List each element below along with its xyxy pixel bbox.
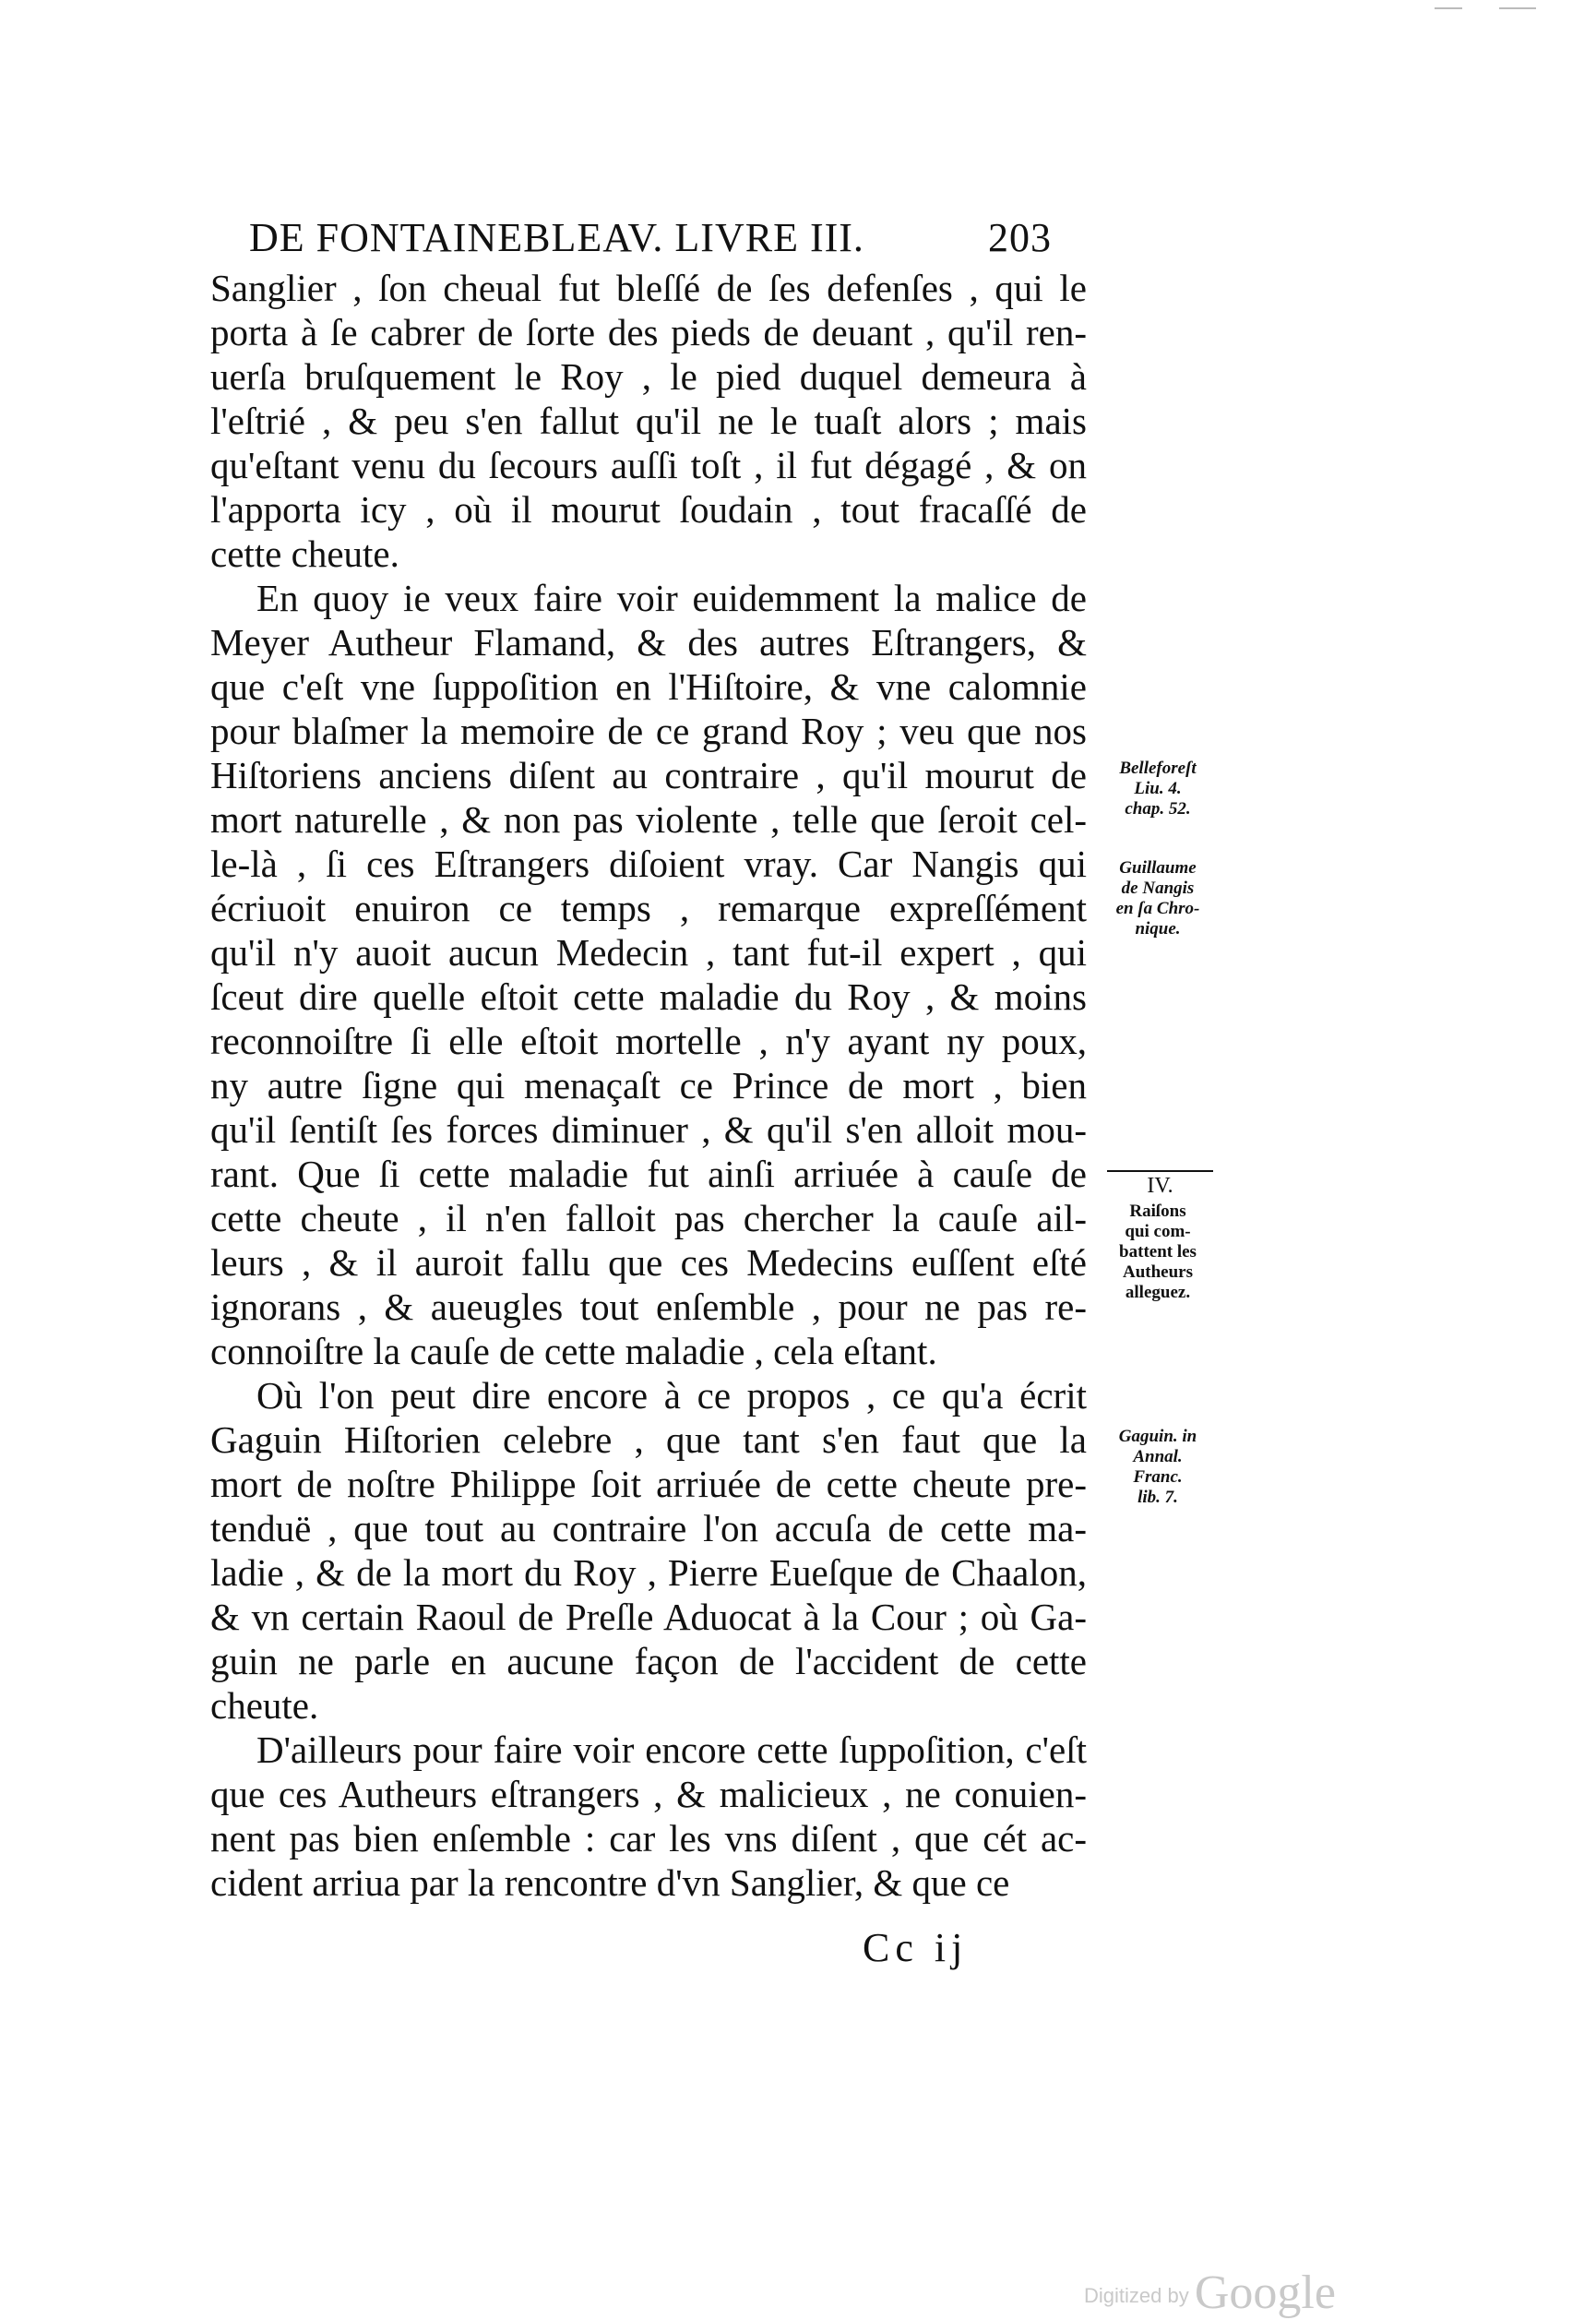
- sidenote-line: nique.: [1135, 919, 1181, 939]
- section-number: IV.: [1107, 1170, 1213, 1199]
- text-line: guin ne parle en aucune façon de l'accident de cette: [210, 1640, 1087, 1682]
- text-line: Hiſtoriens anciens diſent au contraire , qu'il mourut de: [210, 754, 1087, 796]
- sidenote-line: battent les: [1119, 1242, 1197, 1262]
- digitized-watermark: [1084, 2266, 1336, 2320]
- text-line: Où l'on peut dire encore à ce propos , ce qu'a écrit: [256, 1374, 1087, 1417]
- text-line: Gaguin Hiſtorien celebre , que tant s'en faut que la: [210, 1418, 1087, 1461]
- sidenote-gaguin: [1102, 1427, 1213, 1508]
- scan-artifact-line: [1499, 7, 1536, 9]
- text-line: cette cheute , il n'en falloit pas chercher la cauſe ail-: [210, 1197, 1087, 1239]
- text-line: ladie , & de la mort du Roy , Pierre Eueſque de Chaalon,: [210, 1551, 1087, 1594]
- text-line: tenduë , que tout au contraire l'on accuſa de cette ma-: [210, 1507, 1087, 1549]
- text-line: Sanglier , ſon cheual fut bleſſé de ſes defenſes , qui le: [210, 267, 1087, 309]
- sidenote-line: alleguez.: [1125, 1283, 1191, 1302]
- sidenote-line: de Nangis: [1121, 879, 1195, 898]
- text-line: l'apporta icy , où il mourut ſoudain , tout fracaſſé de: [210, 488, 1087, 531]
- text-line: mort naturelle , & non pas violente , telle que ſeroit cel-: [210, 798, 1087, 841]
- text-line: porta à ſe cabrer de ſorte des pieds de deuant , qu'il ren-: [210, 311, 1087, 353]
- text-line: écriuoit enuiron ce temps , remarque expreſſément: [210, 887, 1087, 929]
- sidenote-line: qui com-: [1125, 1222, 1191, 1241]
- sidenote-line: Autheurs: [1122, 1262, 1193, 1282]
- text-line: connoiſtre la cauſe de cette maladie , cela eſtant.: [210, 1330, 937, 1372]
- sidenote-line: Franc.: [1133, 1467, 1183, 1487]
- text-line: En quoy ie veux faire voir euidemment la malice de: [256, 577, 1087, 619]
- watermark-prefix: Digitized by: [1084, 2284, 1189, 2307]
- sidenote-line: Gaguin. in: [1118, 1427, 1197, 1446]
- text-line: pour blaſmer la memoire de ce grand Roy ; veu que nos: [210, 710, 1087, 752]
- sidenote-raisons: [1102, 1202, 1213, 1303]
- text-line: que c'eſt vne ſuppoſition en l'Hiſtoire, & vne calomnie: [210, 665, 1087, 708]
- text-line: que ces Autheurs eſtrangers , & malicieux , ne conuien-: [210, 1773, 1087, 1815]
- text-line: leurs , & il auroit fallu que ces Medecins euſſent eſté: [210, 1241, 1087, 1284]
- paragraph: [210, 1728, 1087, 1905]
- sidenote-line: Belleforeſt: [1119, 759, 1197, 778]
- text-line: cident arriua par la rencontre d'vn Sanglier, & que ce: [210, 1861, 1010, 1904]
- text-line: reconnoiſtre ſi elle eſtoit mortelle , n'y ayant ny poux,: [210, 1020, 1087, 1062]
- text-line: nent pas bien enſemble : car les vns diſent , que cét ac-: [210, 1817, 1087, 1860]
- text-line: qu'eſtant venu du ſecours auſſi toſt , il fut dégagé , & on: [210, 444, 1087, 486]
- sidenote-belleforest: [1102, 759, 1213, 819]
- running-head: [249, 214, 1052, 261]
- text-line: cheute.: [210, 1684, 319, 1727]
- sidenote-line: Raiſons: [1129, 1202, 1186, 1221]
- text-line: Meyer Autheur Flamand, & des autres Eſtrangers, &: [210, 621, 1087, 664]
- signature-mark: Cc ij: [863, 1925, 969, 1970]
- text-line: D'ailleurs pour faire voir encore cette ſuppoſition, c'eſt: [256, 1728, 1087, 1771]
- running-head-title: DE FONTAINEBLEAV. LIVRE III.: [249, 215, 864, 260]
- body-text: [210, 266, 1087, 1905]
- sidenote-line: Liu. 4.: [1134, 779, 1182, 798]
- text-line: mort de noſtre Philippe ſoit arriuée de cette cheute pre-: [210, 1463, 1087, 1505]
- text-line: le-là , ſi ces Eſtrangers diſoient vray. Car Nangis qui: [210, 843, 1087, 885]
- text-line: l'eſtrié , & peu s'en fallut qu'il ne le tuaſt alors ; mais: [210, 400, 1087, 442]
- sidenote-line: en ſa Chro-: [1115, 899, 1200, 918]
- paragraph: [210, 1373, 1087, 1728]
- sidenote-line: Annal.: [1133, 1447, 1183, 1466]
- text-line: rant. Que ſi cette maladie fut ainſi arriuée à cauſe de: [210, 1153, 1087, 1195]
- text-line: uerſa bruſquement le Roy , le pied duquel demeura à: [210, 355, 1087, 398]
- sidenote-line: lib. 7.: [1137, 1488, 1178, 1507]
- text-line: qu'il ſentiſt ſes forces diminuer , & qu'il s'en alloit mou-: [210, 1108, 1087, 1151]
- sidenote-line: chap. 52.: [1125, 799, 1191, 819]
- text-line: ny autre ſigne qui menaçaſt ce Prince de mort , bien: [210, 1064, 1087, 1106]
- text-line: ignorans , & aueugles tout enſemble , pour ne pas re-: [210, 1286, 1087, 1328]
- google-wordmark: Google: [1194, 2266, 1336, 2319]
- sidenote-line: Guillaume: [1119, 858, 1197, 878]
- page-number: 203: [988, 215, 1052, 260]
- sidenote-nangis: [1102, 858, 1213, 939]
- scan-artifact-line: [1435, 7, 1462, 9]
- text-line: cette cheute.: [210, 532, 399, 575]
- text-line: ſceut dire quelle eſtoit cette maladie du Roy , & moins: [210, 975, 1087, 1018]
- text-line: qu'il n'y auoit aucun Medecin , tant fut-il expert , qui: [210, 931, 1087, 974]
- text-line: & vn certain Raoul de Preſle Aduocat à la Cour ; où Ga-: [210, 1596, 1087, 1638]
- paragraph: [210, 266, 1087, 576]
- paragraph: [210, 576, 1087, 1373]
